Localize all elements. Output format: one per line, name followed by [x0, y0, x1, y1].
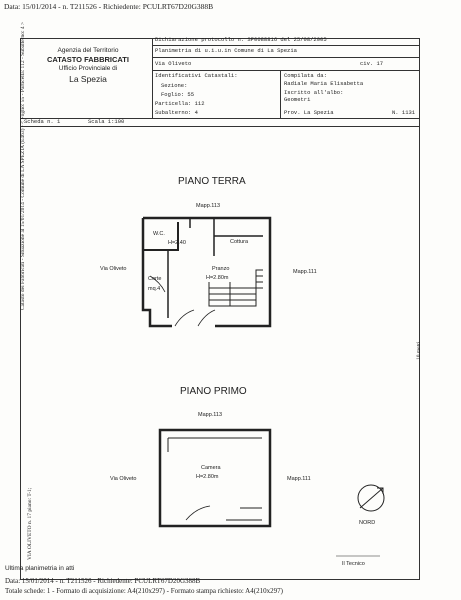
civ-text: civ. 17: [360, 60, 384, 67]
prov-text: Prov. La Spezia: [284, 109, 334, 116]
pranzo-label: Pranzo: [212, 266, 230, 272]
agency-city: La Spezia: [69, 74, 107, 84]
mapp-111-label: Mapp.111: [293, 269, 317, 275]
north-label: NORD: [359, 520, 376, 526]
agency-catasto: CATASTO FABBRICATI: [47, 55, 129, 64]
declaration-text: Dichiarazione protocollo n. SP0088816 del 25/08/2005: [155, 36, 327, 43]
side-info-left: Catasto dei Fabbricati - Situazione al 15/01/2014 - Comune di LA SPEZIA (E463) - < Foglio: 55 - Particella: 112 - Subalterno: 4 >: [20, 21, 26, 310]
side-address-left: VIA OLIVETO n. 17 piano: T-1;: [27, 487, 33, 560]
piano-terra-title: PIANO TERRA: [178, 176, 246, 187]
wc-label: W.C.: [153, 231, 165, 237]
subalterno-text: Subalterno: 4: [155, 109, 198, 116]
mapp-113-label: Mapp.113: [196, 203, 221, 209]
compilata-text: Compilata da:: [284, 72, 327, 79]
mapp-113-label: Mapp.113: [198, 412, 223, 418]
camera-height-label: H=2.80m: [196, 474, 219, 480]
particella-text: Particella: 112: [155, 100, 205, 107]
corte-area-label: mq.4: [148, 286, 161, 292]
iscritto-text: Iscritto all'albo:: [284, 89, 344, 96]
piano-primo-title: PIANO PRIMO: [180, 386, 247, 397]
n-text: N. 1131: [392, 109, 416, 116]
footer-line-1: Data: 15/01/2014 - n. T211526 - Richiedente: PCULRT67D20G388B: [5, 577, 201, 585]
footer-line-2: Totale schede: 1 - Formato di acquisizione: A4(210x297) - Formato stampa richiesto: A4(210x297): [5, 587, 283, 595]
ultima-planimetria: Ultima planimetria in atti: [5, 565, 75, 572]
pranzo-height-label: H=2.80m: [206, 275, 229, 281]
scala-text: Scala 1:100: [88, 118, 125, 125]
wc-height-label: H=2.40: [168, 240, 186, 246]
sezione-text: Sezione:: [161, 82, 188, 89]
albo-text: Geometri: [284, 96, 311, 103]
mapp-111-label: Mapp.111: [287, 476, 311, 482]
camera-label: Camera: [201, 465, 221, 471]
ident-title: Identificativi Catastali:: [155, 72, 238, 79]
top-info-line: Data: 15/01/2014 - n. T211526 - Richiedente: PCULRT67D20G388B: [4, 2, 214, 11]
scheda-text: Scheda n. 1: [24, 118, 61, 125]
cottura-label: Cottura: [230, 239, 249, 245]
via-oliveto-label: Via Oliveto: [110, 476, 137, 482]
corte-label: Corte: [148, 276, 162, 282]
tecnico-label: Il Tecnico: [342, 561, 365, 567]
planimetria-text: Planimetria di u.i.u.in Comune di La Spezia: [155, 47, 297, 54]
agency-name: Agenzia del Territorio: [57, 47, 119, 54]
via-oliveto-label: Via Oliveto: [100, 266, 127, 272]
agency-office: Ufficio Provinciale di: [58, 65, 118, 72]
foglio-text: Foglio: 55: [161, 91, 195, 98]
compiler-name: Radiale Maria Elisabetta: [284, 80, 364, 87]
via-text: Via Oliveto: [155, 60, 192, 67]
side-scale-right: 10 metri: [416, 341, 422, 360]
